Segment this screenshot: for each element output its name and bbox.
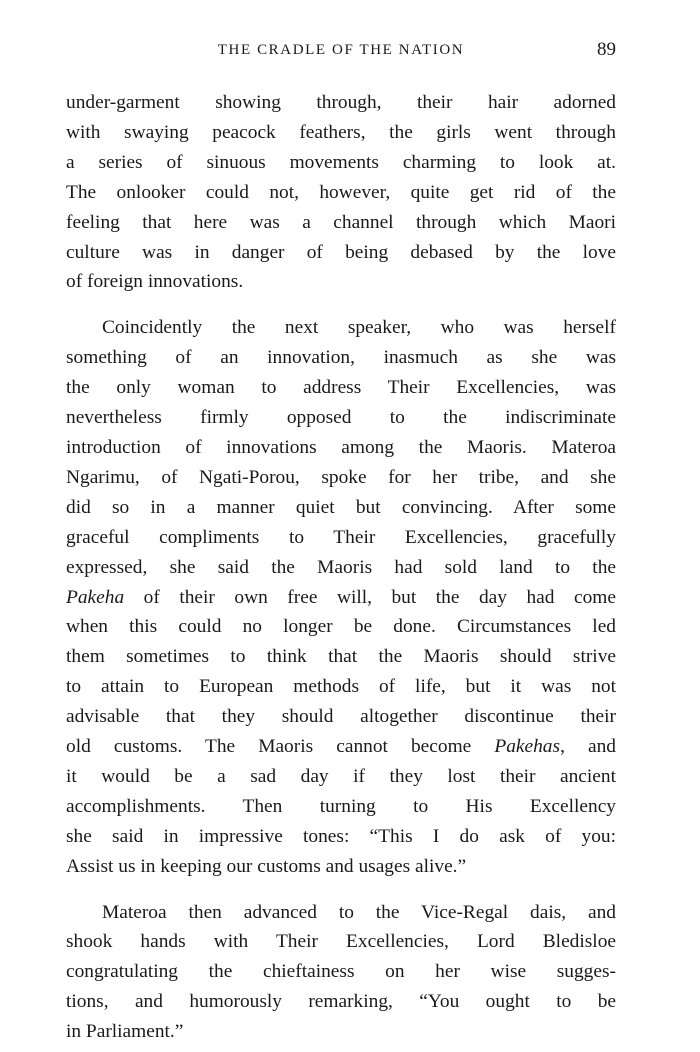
text-line: under-garment showing through, their hair adorned [66,92,616,113]
text-line: a series of sinuous movements charming to look at. [66,151,616,173]
body-text [66,88,616,1047]
text-line: introduction of innovations among the Maoris. Materoa [66,436,616,458]
text-line: the only woman to address Their Excellencies, was [66,377,616,399]
text-fragment: old customs. The Maoris cannot become [66,736,495,758]
text-line: advisable that they should altogether discontinue their [66,706,616,728]
text-line: did so in a manner quiet but convincing. After some [66,496,616,518]
text-line: Assist us in keeping our customs and usages alive.” [66,855,467,877]
text-line: tions, and humorously remarking, “You ought to be [66,991,616,1013]
text-line-with-italic [66,583,616,613]
text-line: Ngarimu, of Ngati-Porou, spoke for her tribe, and she [66,466,616,488]
text-line: of foreign innovations. [66,271,244,293]
italic-word: Pakehas [494,736,561,758]
text-line: it would be a sad day if they lost their ancient [66,765,616,787]
text-line: shook hands with Their Excellencies, Lord Bledisloe [66,931,616,953]
paragraph-2 [66,313,616,881]
text-line: them sometimes to think that the Maoris should strive [66,646,616,668]
text-line: Coincidently the next speaker, who was herself [102,317,616,339]
text-line: congratulating the chieftainess on her wise sugges- [66,961,616,983]
text-line: graceful compliments to Their Excellencies, gracefully [66,526,616,548]
text-line: in Parliament.” [66,1021,184,1043]
text-line: Materoa then advanced to the Vice-Regal dais, and [102,901,616,923]
page-number: 89 [597,39,616,60]
running-header [66,36,616,64]
paragraph-1 [66,88,616,297]
text-line: expressed, she said the Maoris had sold land to the [66,556,616,578]
text-line: The onlooker could not, however, quite get rid of the [66,181,616,203]
text-fragment: , and [560,736,616,758]
italic-word: Pakeha [66,586,125,608]
chapter-title: THE CRADLE OF THE NATION [217,42,465,58]
text-line: with swaying peacock feathers, the girls went through [66,121,616,143]
text-fragment: of their own free will, but the day had come [124,586,616,608]
text-line: to attain to European methods of life, but it was not [66,676,616,698]
text-line: nevertheless firmly opposed to the indiscriminate [66,407,616,429]
paragraph-3 [66,898,616,1048]
text-line: she said in impressive tones: “This I do ask of you: [66,825,616,847]
text-line: accomplishments. Then turning to His Excellency [66,795,616,817]
text-line: culture was in danger of being debased by the love [66,241,616,263]
text-line: something of an innovation, inasmuch as she was [66,347,616,369]
text-line: feeling that here was a channel through which Maori [66,211,616,233]
text-line: when this could no longer be done. Circumstances led [66,616,616,638]
text-line-with-italic [66,732,616,762]
